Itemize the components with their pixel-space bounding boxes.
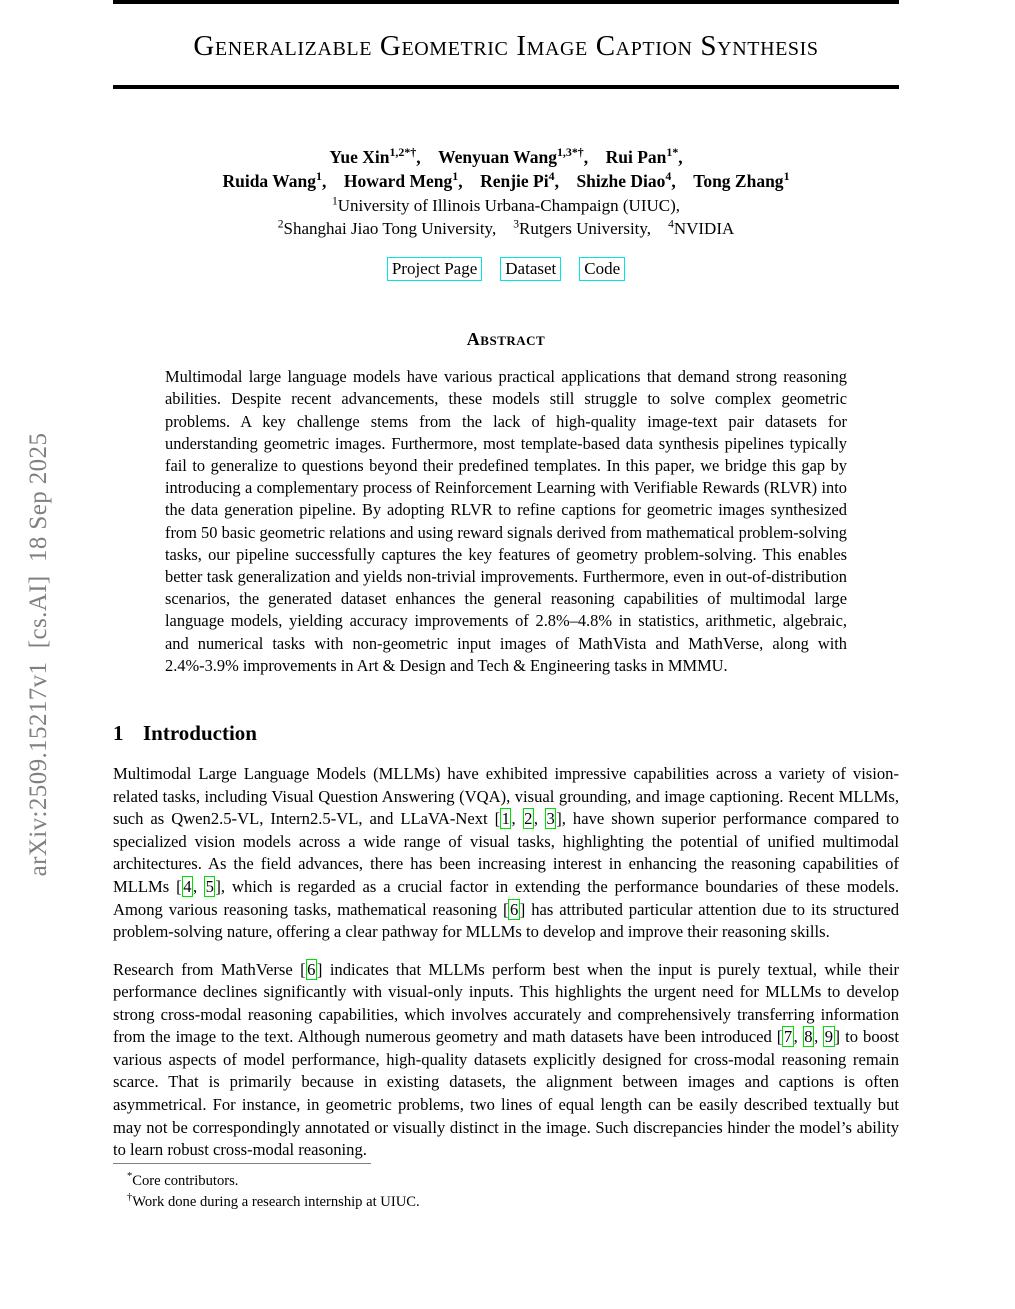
- intro-paragraph-2: Research from MathVerse [6] indicates that MLLMs perform best when the input is purely textual, while their performance declines significantly with visual-only inputs. This highlights the urgent need for MLLMs to develop strong cross-modal reasoning capabilities, which involves accurately and comprehensively transferring information from the image to the text. Although numerous geometry and math datasets have been introduced [7, 8, 9] to boost various aspects of model performance, high-quality datasets explicitly designed for cross-modal reasoning remain scarce. That is primarily because in existing datasets, the alignment between images and captions is often asymmetrical. For instance, in geometric problems, two lines of equal length can be easily described textually but may not be correspondingly annotated or visually distinct in the image. Such discrepancies hinder the model’s ability to learn robust cross-modal reasoning.: [113, 959, 900, 1160]
- author-block: [113, 145, 899, 240]
- footnote-item: [113, 1171, 899, 1192]
- citation-link[interactable]: 9: [824, 1027, 834, 1047]
- footnote-marker: †: [127, 1191, 133, 1203]
- citation-link[interactable]: 6: [307, 959, 316, 979]
- title-rule-bottom: [113, 85, 899, 89]
- author-name: Tong Zhang$^1$: [693, 169, 790, 192]
- resource-links: [113, 257, 899, 282]
- author-separator: ,: [583, 147, 606, 168]
- citation-link[interactable]: 6: [509, 899, 519, 919]
- link-code[interactable]: Code: [579, 257, 625, 282]
- author-separator: ,: [321, 171, 344, 192]
- abstract-body: Multimodal large language models have various practical applications that demand strong reasoning abilities. Despite recent advancements, these models still struggle to solve complex geometric problems. A key challenge stems from the lack of high-quality image-text pair datasets for understanding geometric images. Furthermore, most template-based data synthesis pipelines typically fail to generalize to questions beyond their predefined templates. In this paper, we bridge this gap by introducing a complementary process of Reinforcement Learning with Verifiable Rewards (RLVR) into the data generation pipeline. By adopting RLVR to refine captions for geometric images synthesized from 50 basic geometric relations and using reward signals derived from mathematical problem-solving tasks, our pipeline successfully captures the key features of geometry problem-solving. This enables better task generalization and yields non-trivial improvements. Furthermore, even in out-of-distribution scenarios, the generated dataset enhances the general reasoning capabilities of multimodal large language models, yielding accuracy improvements of 2.8%–4.8% in statistics, arithmetic, algebraic, and numerical tasks with non-geometric input images of MathVista and MathVerse, along with 2.4%-3.9% improvements in Art & Design and Tech & Engineering tasks in MMMU.: [165, 367, 847, 675]
- affiliation-separator: [651, 219, 668, 238]
- author-name: Renjie Pi$^4$: [480, 169, 555, 192]
- page-title: Generalizable Geometric Image Caption Synthesis: [193, 30, 819, 62]
- affiliation-marker: 4: [668, 217, 674, 231]
- footnote-text: Core contributors.: [132, 1173, 239, 1189]
- affiliation-marker: 2: [277, 217, 284, 231]
- affiliation-name: Rutgers University,: [519, 219, 652, 239]
- author-line-2: [113, 169, 899, 193]
- author-separator: ,: [671, 171, 694, 192]
- affiliation-line-2: [113, 217, 899, 240]
- section-title: Introduction: [143, 721, 257, 746]
- affiliation-name: University of Illinois Urbana-Champaign (UIUC),: [337, 195, 681, 215]
- section-number: 1: [113, 721, 124, 746]
- citation-link[interactable]: 5: [205, 876, 214, 896]
- link-project-page[interactable]: Project Page: [387, 257, 482, 282]
- author-name: Rui Pan$^{1*}$: [605, 145, 679, 168]
- affiliation-name: Shanghai Jiao Tong University,: [283, 219, 497, 239]
- citation-link[interactable]: 7: [783, 1027, 793, 1047]
- affiliation-name: NVIDIA: [673, 219, 735, 239]
- citation-link[interactable]: 2: [524, 809, 533, 829]
- author-affiliation-marker: 4: [548, 169, 555, 184]
- author-affiliation-marker: 1,3*†: [556, 145, 584, 160]
- author-separator: ,: [554, 171, 577, 192]
- arxiv-stamp: arXiv:2509.15217v1 [cs.AI] 18 Sep 2025: [25, 432, 52, 877]
- affiliation-marker: 1: [331, 193, 338, 207]
- title-block: [113, 4, 899, 85]
- footnote-item: [113, 1192, 899, 1213]
- footnote-separator: [113, 1163, 371, 1164]
- affiliation-marker: 3: [513, 217, 519, 231]
- author-name: Howard Meng$^1$: [343, 169, 459, 192]
- section-heading-introduction: [113, 721, 899, 746]
- affiliation-line-1: [113, 194, 899, 217]
- footnotes: [113, 1163, 899, 1212]
- link-dataset[interactable]: Dataset: [500, 257, 561, 282]
- abstract-heading: Abstract: [466, 329, 546, 350]
- author-affiliation-marker: 1,2*†: [389, 145, 417, 160]
- intro-paragraph-1: Multimodal Large Language Models (MLLMs) have exhibited impressive capabilities across a variety of vision-related tasks, including Visual Question Answering (VQA), visual grounding, and image captioning. Recent MLLMs, such as Qwen2.5-VL, Intern2.5-VL, and LLaVA-Next [1, 2, 3], have shown superior performance compared to specialized vision models across a wide range of visual tasks, highlighting the potential of unified multimodal architectures. As the field advances, there has been increasing interest in enhancing the reasoning capabilities of MLLMs [4, 5], which is regarded as a crucial factor in extending the performance boundaries of these models. Among various reasoning tasks, mathematical reasoning [6] has attributed particular attention due to its structured problem-solving nature, offering a clear pathway for MLLMs to develop and improve their reasoning skills.: [113, 764, 899, 942]
- author-affiliation-marker: 1*: [666, 145, 679, 160]
- author-line-1: [113, 145, 899, 169]
- citation-link[interactable]: 3: [546, 809, 555, 829]
- paper-content-column: [113, 0, 899, 1309]
- author-affiliation-marker: 1: [316, 169, 322, 184]
- author-name: Ruida Wang$^1$: [222, 169, 322, 192]
- citation-link[interactable]: 8: [804, 1027, 813, 1047]
- affiliation-separator: [496, 219, 513, 238]
- citation-link[interactable]: 1: [501, 809, 510, 829]
- author-separator: ,: [458, 171, 481, 192]
- author-name: Yue Xin$^{1,2*\dagger}$: [329, 145, 417, 168]
- author-name: Wenyuan Wang$^{1,3*\dagger}$: [438, 145, 584, 168]
- abstract-section: [165, 329, 847, 677]
- author-affiliation-marker: 4: [665, 169, 672, 184]
- footnote-marker: *: [127, 1171, 133, 1183]
- citation-link[interactable]: 4: [183, 876, 192, 896]
- author-affiliation-marker: 1: [452, 169, 459, 184]
- footnote-text: Work done during a research internship at UIUC.: [132, 1193, 420, 1210]
- author-separator: ,: [678, 147, 683, 168]
- author-separator: ,: [416, 147, 439, 168]
- author-name: Shizhe Diao$^4$: [576, 169, 672, 192]
- author-affiliation-marker: 1: [783, 169, 790, 184]
